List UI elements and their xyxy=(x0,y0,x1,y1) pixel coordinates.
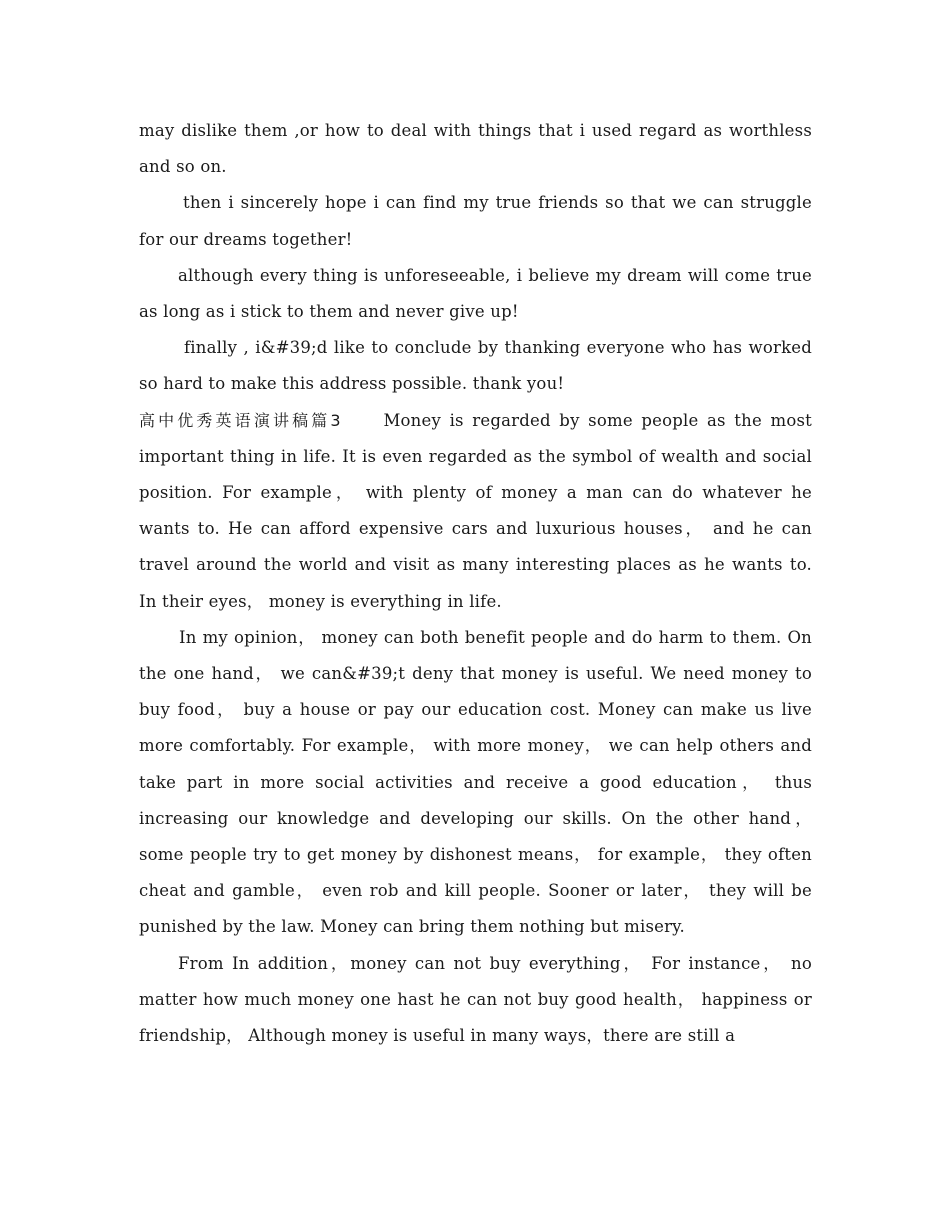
paragraph-conclusion: finally , i&#39;d like to conclude by thanking everyone who has worked so hard to make this address possible. thank you! xyxy=(139,338,812,394)
section-heading: 高中优秀英语演讲稿篇3 xyxy=(139,410,341,430)
paragraph-money-intro-text: Money is regarded by some people as the most important thing in life. It is even regarded as the symbol of wealth and social position. For example， with plenty of money a man can do whatever he wants to. He can afford expensive cars and luxurious houses， and he can travel around the world and visit as many interesting places as he wants to. In their eyes， money is everything in life. xyxy=(139,410,812,611)
text-column xyxy=(139,113,812,1054)
paragraph-opinion: In my opinion， money can both benefit people and do harm to them. On the one hand， we can&#39;t deny that money is useful. We need money to buy food， buy a house or pay our education cost. Money can make us live more comfortably. For example， with more money， we can help others and take part in more social activities and receive a good education， thus increasing our knowledge and developing our skills. On the other hand， some people try to get money by dishonest means， for example， they often cheat and gamble， even rob and kill people. Sooner or later， they will be punished by the law. Money can bring them nothing but misery. xyxy=(139,627,812,937)
paragraph-dream: although every thing is unforeseeable, i believe my dream will come true as long as i stick to them and never give up! xyxy=(139,265,812,322)
paragraph-addition: From In addition，money can not buy everything， For instance， no matter how much money one hast he can not buy good health， happiness or friendship， Although money is useful in many ways，there are still a xyxy=(139,953,812,1046)
paragraph-money-intro xyxy=(139,403,812,620)
heading-gap xyxy=(341,411,384,430)
paragraph-true-friends: then i sincerely hope i can find my true friends so that we can struggle for our dreams together! xyxy=(139,193,812,249)
paragraph-continuation: may dislike them ,or how to deal with things that i used regard as worthless and so on. xyxy=(139,121,812,177)
